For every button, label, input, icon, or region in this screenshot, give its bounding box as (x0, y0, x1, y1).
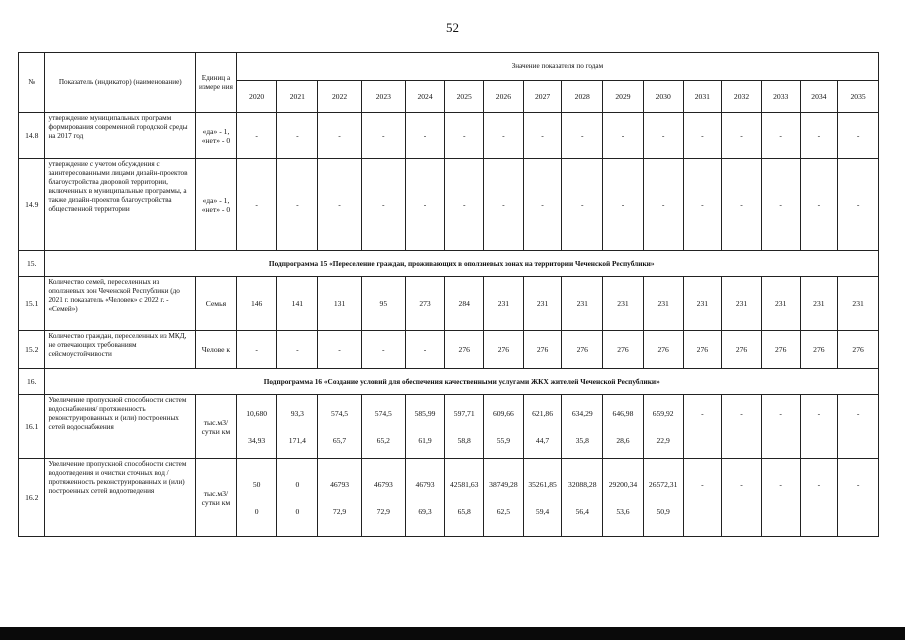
value-capacity: 659,92 (652, 408, 674, 418)
value-capacity: 38749,28 (489, 479, 518, 489)
value-length: 72,9 (332, 506, 347, 516)
value-cell (800, 395, 838, 459)
value-cell: - (523, 113, 562, 159)
value-capacity: 93,3 (290, 408, 304, 418)
value-cell: 231 (800, 277, 838, 331)
value-cell: - (800, 159, 838, 251)
value-capacity: - (740, 408, 743, 418)
value-cell: 276 (761, 331, 800, 369)
value-capacity: - (701, 408, 704, 418)
value-cell (722, 459, 762, 537)
value-cell (445, 395, 484, 459)
header-num: № (19, 53, 45, 113)
value-length: 65,7 (332, 435, 347, 445)
header-year: 2025 (445, 81, 484, 113)
value-cell: - (277, 159, 318, 251)
value-length: 0 (295, 506, 300, 516)
value-capacity: 46793 (415, 479, 435, 489)
header-year: 2035 (838, 81, 879, 113)
value-cell: - (523, 159, 562, 251)
value-length: 53,6 (616, 506, 630, 516)
value-cell: 231 (562, 277, 603, 331)
value-cell (643, 395, 683, 459)
value-cell (683, 459, 722, 537)
value-cell: 284 (445, 277, 484, 331)
indicator-name: Количество граждан, переселенных из МКД, не отвечающих требованиям сейсмоустойчивости (45, 331, 196, 369)
value-cell: - (361, 159, 405, 251)
value-capacity: - (817, 479, 821, 489)
value-cell: - (643, 159, 683, 251)
table-row (19, 459, 879, 537)
scan-bottom-edge (0, 627, 905, 640)
value-cell (603, 459, 644, 537)
value-cell (445, 459, 484, 537)
value-cell (722, 395, 762, 459)
indicator-name: Увеличение пропускной способности систем водоотведения и очистки сточных вод / протяженность реконструированных и (или) построенных сетей водоотведения (45, 459, 196, 537)
unit-cell: «да» - 1, «нет» - 0 (196, 113, 237, 159)
subprogram-title: Подпрограмма 16 «Создание условий для обеспечения качественными услугами ЖКХ жителей Чеченской Республики» (45, 369, 879, 395)
table-row (19, 113, 879, 159)
value-capacity: 29200,34 (608, 479, 638, 489)
header-year: 2024 (405, 81, 445, 113)
value-cell (405, 395, 445, 459)
value-cell: 231 (722, 277, 762, 331)
value-cell (683, 395, 722, 459)
value-cell: 231 (603, 277, 644, 331)
value-capacity: 46793 (373, 479, 393, 489)
value-cell (761, 459, 800, 537)
value-cell: 276 (722, 331, 762, 369)
header-year: 2029 (603, 81, 644, 113)
unit-cell: тыс.м3/ сутки км (196, 459, 237, 537)
value-capacity: 646,98 (612, 408, 634, 418)
indicator-name: утверждение с учетом обсуждения с заинтересованными лицами дизайн-проектов благоустройства дворовой территории, включенных в муниципальные программы, а также дизайн-проектов благоустройства общественной территории (45, 159, 196, 251)
value-cell (523, 459, 562, 537)
value-capacity: 42581,63 (449, 479, 479, 489)
value-length: 56,4 (575, 506, 589, 516)
header-year: 2026 (484, 81, 524, 113)
value-cell: - (683, 113, 722, 159)
subprogram-row (19, 251, 879, 277)
value-capacity: 609,66 (492, 408, 514, 418)
header-indicator: Показатель (индикатор) (наименование) (45, 53, 196, 113)
header-year: 2028 (562, 81, 603, 113)
unit-cell: «да» - 1, «нет» - 0 (196, 159, 237, 251)
header-values-title: Значение показателя по годам (236, 53, 878, 81)
value-cell (484, 395, 524, 459)
value-cell: - (562, 159, 603, 251)
row-number: 16. (19, 369, 45, 395)
table-row (19, 277, 879, 331)
value-cell: - (236, 159, 277, 251)
value-cell: - (405, 113, 445, 159)
value-cell: 276 (683, 331, 722, 369)
value-cell (277, 395, 318, 459)
value-cell: - (405, 159, 445, 251)
value-cell: - (318, 159, 362, 251)
value-cell (318, 395, 362, 459)
value-cell: 146 (236, 277, 277, 331)
unit-cell: Челове к (196, 331, 237, 369)
value-capacity: - (856, 408, 860, 418)
value-length: 62,5 (496, 506, 511, 516)
value-cell (405, 459, 445, 537)
subprogram-row (19, 369, 879, 395)
row-number: 15. (19, 251, 45, 277)
value-length: 44,7 (535, 435, 550, 445)
value-cell: - (562, 113, 603, 159)
value-cell: 141 (277, 277, 318, 331)
value-cell (523, 395, 562, 459)
value-capacity: 574,5 (374, 408, 392, 418)
row-number: 14.9 (19, 159, 45, 251)
value-length: 22,9 (656, 435, 670, 445)
value-cell: 231 (643, 277, 683, 331)
value-capacity: 10,680 (246, 408, 268, 418)
value-cell: - (838, 113, 879, 159)
value-cell: - (361, 331, 405, 369)
row-number: 16.1 (19, 395, 45, 459)
value-cell: - (361, 113, 405, 159)
value-capacity: - (779, 479, 782, 489)
value-cell (838, 395, 879, 459)
value-cell (761, 395, 800, 459)
value-capacity: 46793 (330, 479, 350, 489)
row-number: 16.2 (19, 459, 45, 537)
value-length: 34,93 (248, 435, 266, 445)
value-cell (603, 395, 644, 459)
value-cell: 273 (405, 277, 445, 331)
value-cell: - (761, 113, 800, 159)
value-cell: 131 (318, 277, 362, 331)
value-length: 0 (254, 506, 259, 516)
value-length: 55,9 (496, 435, 511, 445)
value-cell: - (800, 113, 838, 159)
value-capacity: 574,5 (331, 408, 349, 418)
value-capacity: 32088,28 (568, 479, 597, 489)
header-year: 2027 (523, 81, 562, 113)
value-cell: - (277, 331, 318, 369)
value-cell: 231 (523, 277, 562, 331)
value-cell: 231 (683, 277, 722, 331)
value-cell (800, 459, 838, 537)
value-cell: - (484, 159, 524, 251)
header-year: 2031 (683, 81, 722, 113)
row-number: 14.8 (19, 113, 45, 159)
value-length: 35,8 (575, 435, 589, 445)
header-year: 2030 (643, 81, 683, 113)
value-cell (236, 395, 277, 459)
value-cell: - (603, 113, 644, 159)
value-capacity: 621,86 (532, 408, 554, 418)
value-cell: 276 (800, 331, 838, 369)
value-cell: 276 (643, 331, 683, 369)
table-row (19, 159, 879, 251)
value-capacity: 26572,31 (648, 479, 678, 489)
value-capacity: - (740, 479, 743, 489)
value-capacity: - (701, 479, 704, 489)
header-year: 2034 (800, 81, 838, 113)
value-cell: 231 (838, 277, 879, 331)
value-length: 69,3 (418, 506, 432, 516)
value-cell: - (236, 331, 277, 369)
header-year: 2021 (277, 81, 318, 113)
row-number: 15.1 (19, 277, 45, 331)
value-cell (361, 395, 405, 459)
header-unit: Единиц а измере ния (196, 53, 237, 113)
value-length: 61,9 (418, 435, 432, 445)
value-length: 65,2 (376, 435, 390, 445)
value-length: 58,8 (457, 435, 471, 445)
value-capacity: 35261,85 (528, 479, 557, 489)
value-cell: 276 (523, 331, 562, 369)
value-cell: - (484, 113, 524, 159)
value-cell: - (445, 159, 484, 251)
value-cell: 231 (761, 277, 800, 331)
header-year: 2033 (761, 81, 800, 113)
value-capacity: 0 (295, 479, 300, 489)
value-cell: - (445, 113, 484, 159)
value-cell (562, 395, 603, 459)
table-row (19, 331, 879, 369)
value-cell: - (838, 159, 879, 251)
value-cell: - (722, 113, 762, 159)
value-cell: - (683, 159, 722, 251)
value-capacity: 585,99 (414, 408, 436, 418)
page-number: 52 (446, 20, 459, 35)
value-cell: - (722, 159, 762, 251)
value-cell (277, 459, 318, 537)
value-cell: - (318, 331, 362, 369)
row-number: 15.2 (19, 331, 45, 369)
value-capacity: - (856, 479, 860, 489)
value-cell: - (405, 331, 445, 369)
value-cell: 276 (603, 331, 644, 369)
value-cell (318, 459, 362, 537)
value-capacity: - (779, 408, 782, 418)
value-length: 72,9 (376, 506, 390, 516)
value-cell: - (603, 159, 644, 251)
value-cell (484, 459, 524, 537)
header-year: 2023 (361, 81, 405, 113)
value-length: 65,8 (457, 506, 471, 516)
value-cell: - (318, 113, 362, 159)
subprogram-title: Подпрограмма 15 «Переселение граждан, проживающих в оползневых зонах на территории Чеченской Республики» (45, 251, 879, 277)
header-year: 2022 (318, 81, 362, 113)
value-capacity: 634,29 (571, 408, 593, 418)
value-cell (562, 459, 603, 537)
header-year: 2020 (236, 81, 277, 113)
unit-cell: тыс.м3/ сутки км (196, 395, 237, 459)
value-cell: 231 (484, 277, 524, 331)
value-length: 171,4 (288, 435, 306, 445)
value-length: 59,4 (535, 506, 550, 516)
value-cell (361, 459, 405, 537)
value-capacity: - (817, 408, 821, 418)
value-capacity: 597,71 (453, 408, 475, 418)
indicator-name: Количество семей, переселенных из оползневых зон Чеченской Республики (до 2021 г. показатель «Человек» с 2022 г. - «Семей») (45, 277, 196, 331)
value-cell (236, 459, 277, 537)
value-cell: 276 (562, 331, 603, 369)
value-cell: - (643, 113, 683, 159)
value-cell: - (761, 159, 800, 251)
value-cell: 95 (361, 277, 405, 331)
value-cell (838, 459, 879, 537)
value-length: 28,6 (616, 435, 630, 445)
indicators-table (18, 52, 879, 537)
value-cell: 276 (484, 331, 524, 369)
value-cell: - (277, 113, 318, 159)
value-cell (643, 459, 683, 537)
value-cell: 276 (445, 331, 484, 369)
unit-cell: Семья (196, 277, 237, 331)
value-cell: 276 (838, 331, 879, 369)
indicator-name: Увеличение пропускной способности систем водоснабжения/ протяженность реконструированных и (или) построенных сетей водоснабжения (45, 395, 196, 459)
table-row (19, 395, 879, 459)
header-year: 2032 (722, 81, 762, 113)
value-length: 50,9 (656, 506, 670, 516)
indicator-name: утверждение муниципальных программ формирования современной городской среды на 2017 год (45, 113, 196, 159)
value-capacity: 50 (252, 479, 261, 489)
value-cell: - (236, 113, 277, 159)
